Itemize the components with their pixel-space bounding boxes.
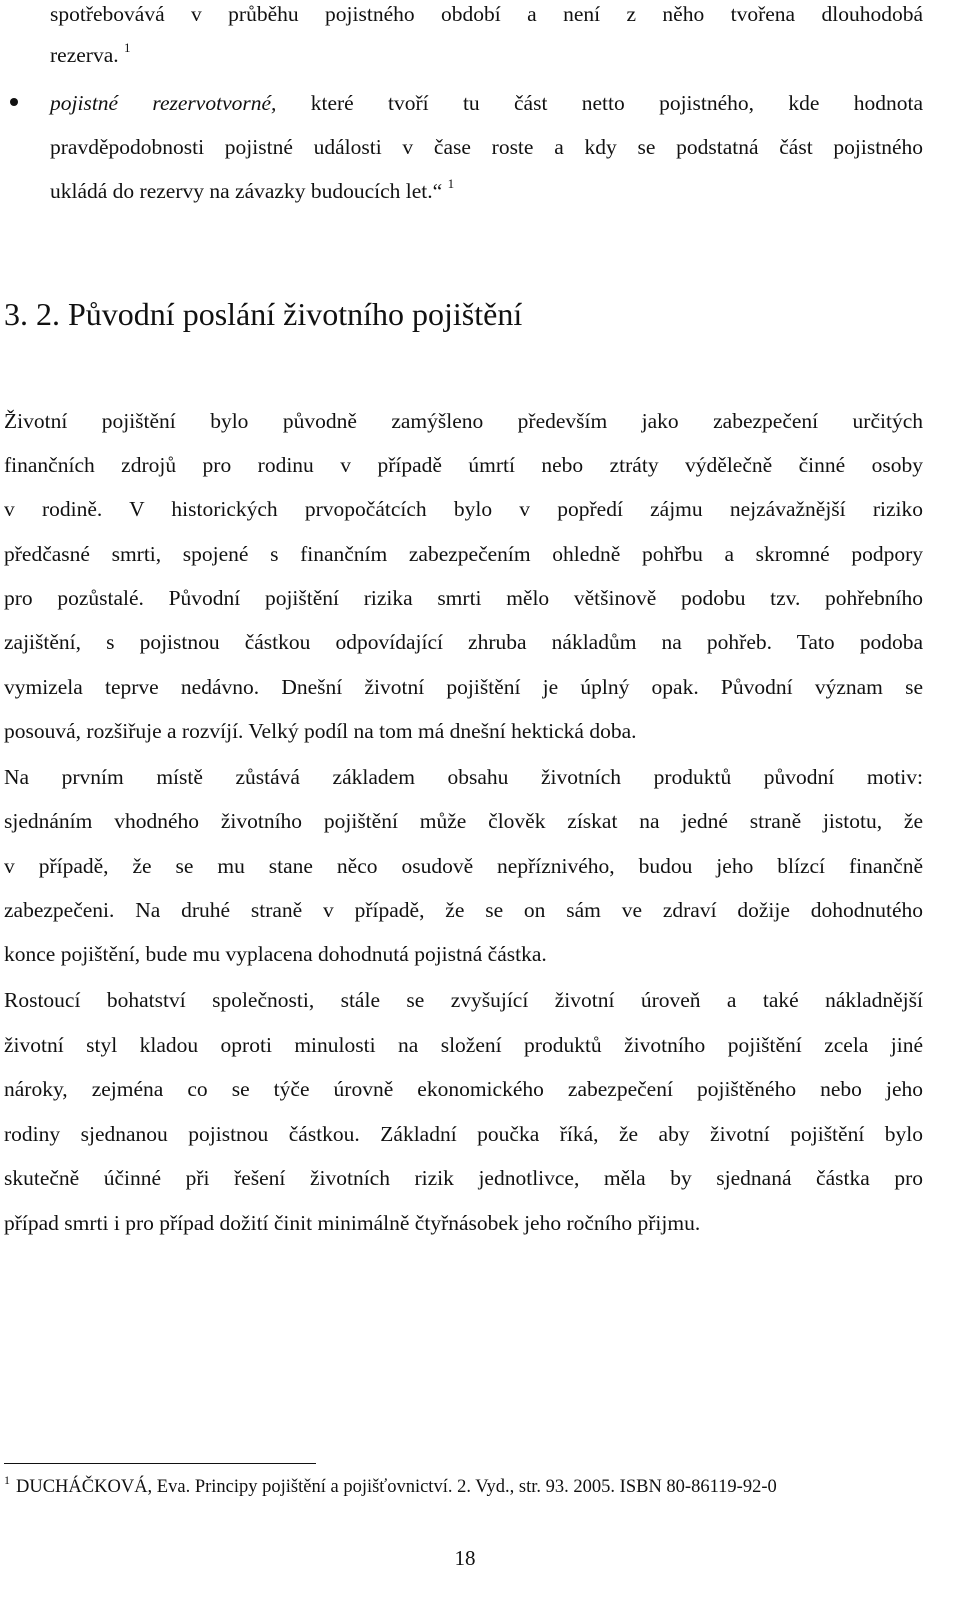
footnote-divider — [4, 1463, 316, 1464]
paragraph-line: nároky, zejména co se týče úrovně ekonomického zabezpečení pojištěného nebo jeho — [4, 1077, 923, 1101]
paragraph-line: zajištění, s pojistnou částkou odpovídající zhruba nákladům na pohřeb. Tato podoba — [4, 630, 923, 654]
paragraph-line: konce pojištění, bude mu vyplacena dohodnutá pojistná částka. — [4, 942, 547, 966]
paragraph-line: v případě, že se mu stane něco osudově nepříznivého, budou jeho blízcí finančně — [4, 854, 923, 878]
paragraph-line: skutečně účinné při řešení životních rizik jednotlivce, měla by sjednaná částka pro — [4, 1166, 923, 1190]
paragraph-line: vymizela teprve nedávno. Dnešní životní pojištění je úplný opak. Původní význam se — [4, 675, 923, 699]
footnote-text: DUCHÁČKOVÁ, Eva. Principy pojištění a pojišťovnictví. 2. Vyd., str. 93. 2005. ISBN 80-86119-92-0 — [16, 1477, 777, 1497]
paragraph-line: Rostoucí bohatství společnosti, stále se zvyšující životní úroveň a také nákladnější — [4, 988, 923, 1012]
paragraph-line: posouvá, rozšiřuje a rozvíjí. Velký podíl na tom má dnešní hektická doba. — [4, 719, 637, 743]
paragraph-line: zabezpečeni. Na druhé straně v případě, že se on sám ve zdraví dožije dohodnutého — [4, 898, 923, 922]
paragraph-line: případ smrti i pro případ dožití činit minimálně čtyřnásobek jeho ročního přijmu. — [4, 1211, 701, 1235]
paragraph-line: životní styl kladou oproti minulosti na složení produktů životního pojištění zcela jiné — [4, 1033, 923, 1057]
bullet-line — [50, 93, 923, 115]
bullet-line — [50, 176, 455, 203]
paragraph-line: v rodině. V historických prvopočátcích bylo v popředí zájmu nejzávažnější riziko — [4, 497, 923, 521]
paragraph-line: rodiny sjednanou pojistnou částkou. Základní poučka říká, že aby životní pojištění bylo — [4, 1122, 923, 1146]
paragraph-line: předčasné smrti, spojené s finančním zabezpečením ohledně pohřbu a skromné podpory — [4, 542, 923, 566]
paragraph-line: finančních zdrojů pro rodinu v případě úmrtí nebo ztráty výdělečně činné osoby — [4, 453, 923, 477]
paragraph-line: pro pozůstalé. Původní pojištění rizika smrti mělo většinově podobu tzv. pohřebního — [4, 586, 923, 610]
bullet-icon — [10, 98, 18, 106]
bullet-text: ukládá do rezervy na závazky budoucích let.“ — [50, 179, 443, 203]
bullet-line: pravděpodobnosti pojistné události v čase roste a kdy se podstatná část pojistného — [50, 135, 923, 159]
bullet-text: které tvoří tu část netto pojistného, kde hodnota — [276, 91, 923, 115]
continuation-line: spotřebovává v průběhu pojistného období a není z něho tvořena dlouhodobá — [50, 2, 923, 26]
page-number: 18 — [454, 1546, 476, 1570]
section-heading: 3. 2. Původní poslání životního pojištění — [4, 296, 523, 332]
paragraph-line: sjednáním vhodného životního pojištění může člověk získat na jedné straně jistotu, že — [4, 809, 923, 833]
footnote-number: 1 — [4, 1473, 10, 1487]
footnote-reference: 1 — [447, 176, 455, 191]
continuation-line — [50, 40, 131, 67]
continuation-text: rezerva. — [50, 43, 119, 67]
footnote-reference: 1 — [124, 40, 131, 55]
footnote — [4, 1473, 777, 1497]
paragraph-line: Na prvním místě zůstává základem obsahu životních produktů původní motiv: — [4, 765, 923, 789]
paragraph-line: Životní pojištění bylo původně zamýšleno především jako zabezpečení určitých — [4, 409, 923, 433]
bullet-term: pojistné rezervotvorné, — [50, 91, 277, 115]
